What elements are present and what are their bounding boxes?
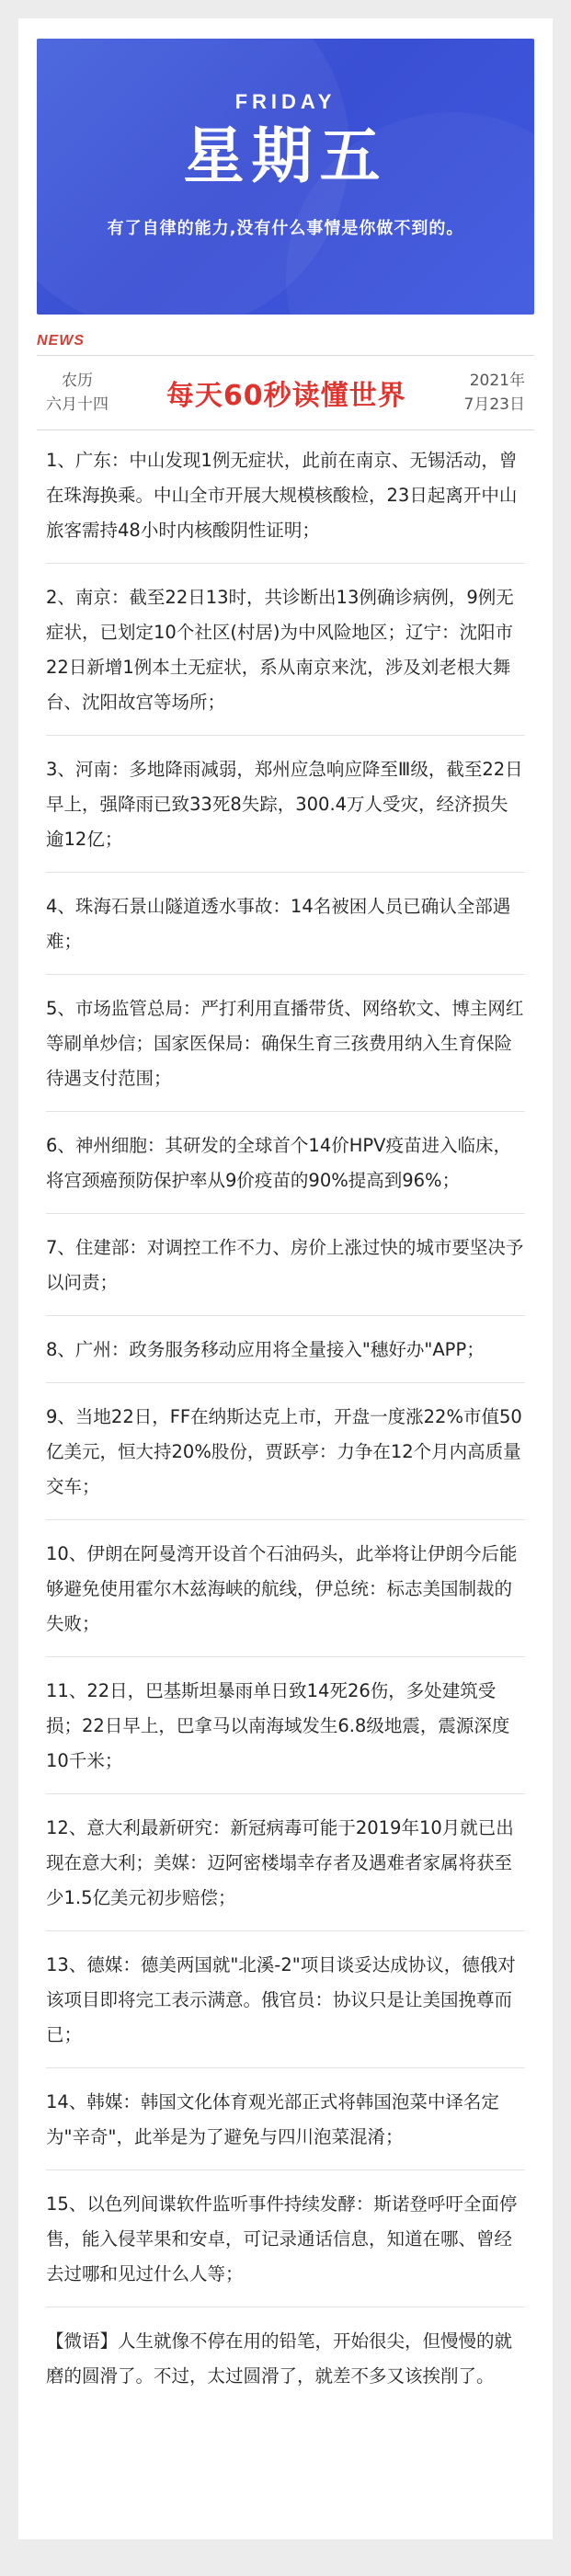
weekday-chinese: 星期五 — [183, 120, 388, 191]
news-item: 6、神州细胞：其研发的全球首个14价HPV疫苗进入临床，将宫颈癌预防保护率从9价疫苗的90%提高到96%； — [46, 1128, 525, 1214]
news-item: 11、22日，巴基斯坦暴雨单日致14死26伤，多处建筑受损；22日早上，巴拿马以南海域发生6.8级地震，震源深度10千米； — [46, 1674, 525, 1794]
news-item: 1、广东：中山发现1例无症状，此前在南京、无锡活动，曾在珠海换乘。中山全市开展大规模核酸检，23日起离开中山旅客需持48小时内核酸阴性证明； — [46, 443, 525, 564]
news-item: 8、广州：政务服务移动应用将全量接入"穗好办"APP； — [46, 1333, 525, 1383]
news-tag: NEWS — [37, 333, 85, 349]
weekday-banner — [37, 39, 534, 315]
news-item: 2、南京：截至22日13时，共诊断出13例确诊病例，9例无症状，已划定10个社区(村居)为中风险地区；辽宁：沈阳市22日新增1例本土无症状，系从南京来沈，涉及刘老根大舞台、沈阳故宫等场所； — [46, 580, 525, 736]
dateline — [37, 356, 534, 429]
daily-quote: 【微语】人生就像不停在用的铅笔，开始很尖，但慢慢的就磨的圆滑了。不过，太过圆滑了，就差不多又该挨削了。 — [46, 2330, 513, 2387]
lunar-date-block — [46, 369, 108, 417]
news-list — [37, 430, 534, 2409]
news-item: 14、韩媒：韩国文化体育观光部正式将韩国泡菜中译名定为"辛奇"，此举是为了避免与四川泡菜混淆； — [46, 2085, 525, 2170]
weekday-english: FRIDAY — [234, 90, 337, 113]
news-item: 5、市场监管总局：严打利用直播带货、网络软文、博主网红等刷单炒信；国家医保局：确保生育三孩费用纳入生育保险待遇支付范围； — [46, 991, 525, 1112]
news-item: 10、伊朗在阿曼湾开设首个石油码头，此举将让伊朗今后能够避免使用霍尔木兹海峡的航线，伊总统：标志美国制裁的失败； — [46, 1537, 525, 1657]
motto-text: 有了自律的能力,没有什么事情是你做不到的。 — [107, 219, 464, 238]
lunar-date: 六月十四 — [46, 395, 108, 414]
news-item: 15、以色列间谍软件监听事件持续发酵：斯诺登呼吁全面停售，能入侵苹果和安卓，可记录通话信息，知道在哪、曾经去过哪和见过什么人等； — [46, 2187, 525, 2307]
news-item: 7、住建部：对调控工作不力、房价上涨过快的城市要坚决予以问责； — [46, 1231, 525, 1316]
year: 2021年 — [469, 372, 525, 390]
news-item: 3、河南：多地降雨减弱，郑州应急响应降至Ⅲ级，截至22日早上，强降雨已致33死8失踪，300.4万人受灾，经济损失逾12亿； — [46, 752, 525, 873]
month-day: 7月23日 — [463, 395, 525, 414]
news-item: 13、德媒：德美两国就"北溪-2"项目谈妥达成协议，德俄对该项目即将完工表示满意。俄官员：协议只是让美国挽尊而已； — [46, 1948, 525, 2068]
news-item: 12、意大利最新研究：新冠病毒可能于2019年10月就已出现在意大利；美媒：迈阿密楼塌幸存者及遇难者家属将获至少1.5亿美元初步赔偿； — [46, 1811, 525, 1931]
headline: 每天60秒读懂世界 — [166, 380, 406, 412]
lunar-label: 农历 — [62, 372, 93, 390]
news-item: 9、当地22日，FF在纳斯达克上市，开盘一度涨22%市值50亿美元，恒大持20%股份，贾跃亭：力争在12个月内高质量交车； — [46, 1400, 525, 1520]
news-item: 4、珠海石景山隧道透水事故：14名被困人员已确认全部遇难； — [46, 889, 525, 975]
solar-date-block — [464, 369, 525, 417]
news-card — [18, 18, 553, 2539]
